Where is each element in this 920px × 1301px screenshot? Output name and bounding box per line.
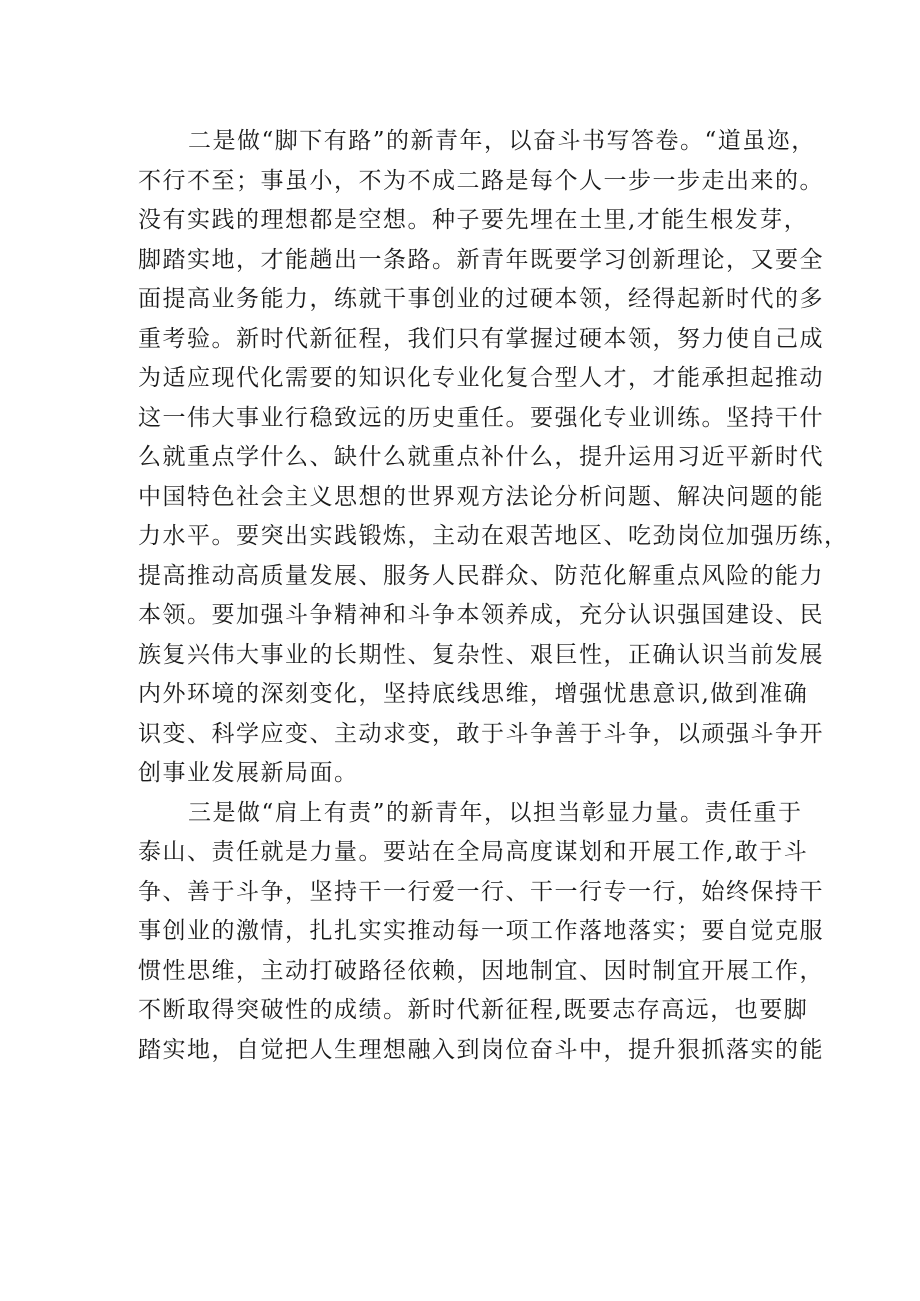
paragraph-line: 这一伟大事业行稳致远的历史重任。要强化专业训练。坚持干什 [138,404,824,431]
paragraph-3 [138,794,824,1071]
paragraph-line: 二是做“脚下有路”的新青年，以奋斗书写答卷。“道虽迩， [188,128,816,154]
paragraph-line: 争、善于斗争，坚持干一行爱一行、干一行专一行，始终保持干 [138,878,824,905]
paragraph-line: 为适应现代化需要的知识化专业化复合型人才，才能承担起推动 [138,365,824,391]
paragraph-line: 面提高业务能力，练就干事创业的过硬本领，经得起新时代的多 [138,286,824,312]
paragraph-line: 没有实践的理想都是空想。种子要先埋在土里,才能生根发芽， [138,207,809,233]
paragraph-line: 本领。要加强斗争精神和斗争本领养成，充分认识强国建设、民 [138,602,824,628]
paragraph-line: 踏实地，自觉把人生理想融入到岗位奋斗中，提升狠抓落实的能 [138,1036,824,1063]
paragraph-line: 么就重点学什么、缺什么就重点补什么，提升运用习近平新时代 [138,444,824,470]
paragraph-line: 不断取得突破性的成绩。新时代新征程,既要志存高远，也要脚 [138,997,809,1023]
paragraph-line: 族复兴伟大事业的长期性、复杂性、艰巨性，正确认识当前发展 [138,641,824,668]
body-text [138,122,849,1070]
paragraph-line: 脚踏实地，才能趟出一条路。新青年既要学习创新理论，又要全 [138,246,824,273]
paragraph-line: 识变、科学应变、主动求变，敢于斗争善于斗争，以顽强斗争开 [138,720,824,747]
paragraph-line: 提高推动高质量发展、服务人民群众、防范化解重点风险的能力 [138,562,824,589]
paragraph-line: 惯性思维，主动打破路径依赖，因地制宜、因时制宜开展工作， [138,957,824,984]
paragraph-line: 重考验。新时代新征程，我们只有掌握过硬本领，努力使自己成 [138,325,824,352]
paragraph-line: 泰山、责任就是力量。要站在全局高度谋划和开展工作,敢于斗 [138,839,809,865]
paragraph-2 [138,122,849,794]
paragraph-line: 力水平。要突出实践锻炼，主动在艰苦地区、吃劲岗位加强历练， [138,523,849,549]
paragraph-line: 三是做“肩上有责”的新青年，以担当彰显力量。责任重于 [188,799,803,826]
paragraph-line: 中国特色社会主义思想的世界观方法论分析问题、解决问题的能 [138,483,824,510]
paragraph-line: 事创业的激情，扎扎实实推动每一项工作落地落实；要自觉克服 [138,918,824,944]
paragraph-line: 内外环境的深刻变化，坚持底线思维，增强忧患意识,做到准确 [138,681,809,707]
paragraph-line: 创事业发展新局面。 [138,760,359,786]
paragraph-line: 不行不至；事虽小，不为不成二路是每个人一步一步走出来的。 [138,167,824,194]
